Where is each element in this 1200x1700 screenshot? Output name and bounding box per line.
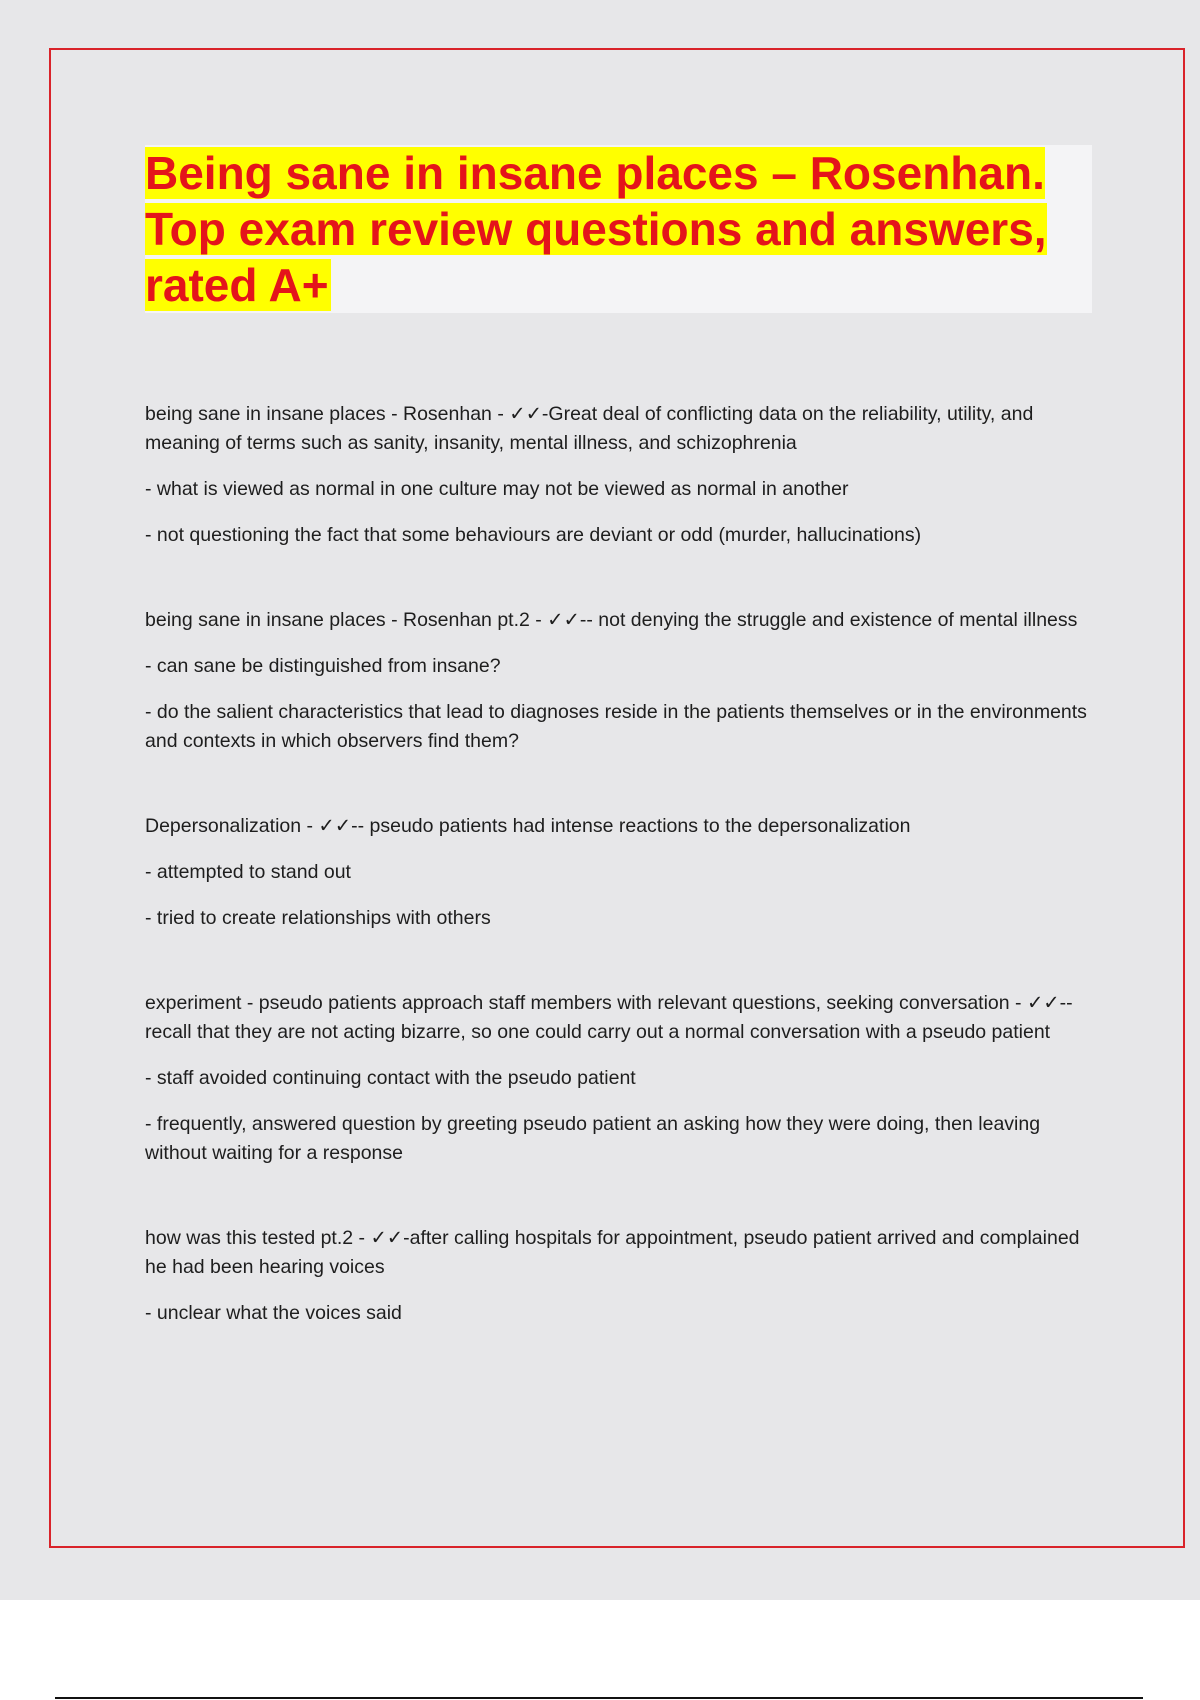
qa-section-tested-pt2 xyxy=(145,1224,1095,1328)
qa-lead: Depersonalization - ✓✓-- pseudo patients had intense reactions to the depersonalization xyxy=(145,815,911,837)
qa-lead: being sane in insane places - Rosenhan - ✓✓-Great deal of conflicting data on the reliability, utility, and meaning of terms such as sanity, insanity, mental illness, and schizophrenia xyxy=(145,403,1034,454)
qa-point: - staff avoided continuing contact with the pseudo patient xyxy=(145,1067,636,1089)
qa-point: - unclear what the voices said xyxy=(145,1302,402,1324)
footer-divider xyxy=(55,1697,1143,1699)
qa-point: - tried to create relationships with others xyxy=(145,907,491,929)
title-block xyxy=(145,145,1092,313)
qa-lead: being sane in insane places - Rosenhan pt.2 - ✓✓-- not denying the struggle and existence of mental illness xyxy=(145,609,1078,631)
qa-point: - frequently, answered question by greeting pseudo patient an asking how they were doing, then leaving without waiting for a response xyxy=(145,1113,1041,1164)
qa-section-reliability xyxy=(145,400,1095,550)
document-title xyxy=(145,145,1092,313)
qa-section-pt2 xyxy=(145,606,1095,756)
qa-point: - what is viewed as normal in one culture may not be viewed as normal in another xyxy=(145,478,849,500)
qa-content xyxy=(145,400,1095,1384)
qa-section-experiment xyxy=(145,989,1095,1168)
qa-section-depersonalization xyxy=(145,812,1095,933)
title-highlight: Being sane in insane places – Rosenhan. Top exam review questions and answers, rated A+ xyxy=(145,147,1047,311)
qa-lead: how was this tested pt.2 - ✓✓-after calling hospitals for appointment, pseudo patient arrived and complained he had been hearing voices xyxy=(145,1227,1080,1278)
qa-lead: experiment - pseudo patients approach staff members with relevant questions, seeking conversation - ✓✓-- recall that they are not acting bizarre, so one could carry out a normal conversation with a pseudo patient xyxy=(145,992,1073,1043)
qa-point: - do the salient characteristics that lead to diagnoses reside in the patients themselves or in the environments and contexts in which observers find them? xyxy=(145,701,1087,752)
qa-point: - not questioning the fact that some behaviours are deviant or odd (murder, hallucinations) xyxy=(145,524,922,546)
qa-point: - attempted to stand out xyxy=(145,861,351,883)
qa-point: - can sane be distinguished from insane? xyxy=(145,655,501,677)
